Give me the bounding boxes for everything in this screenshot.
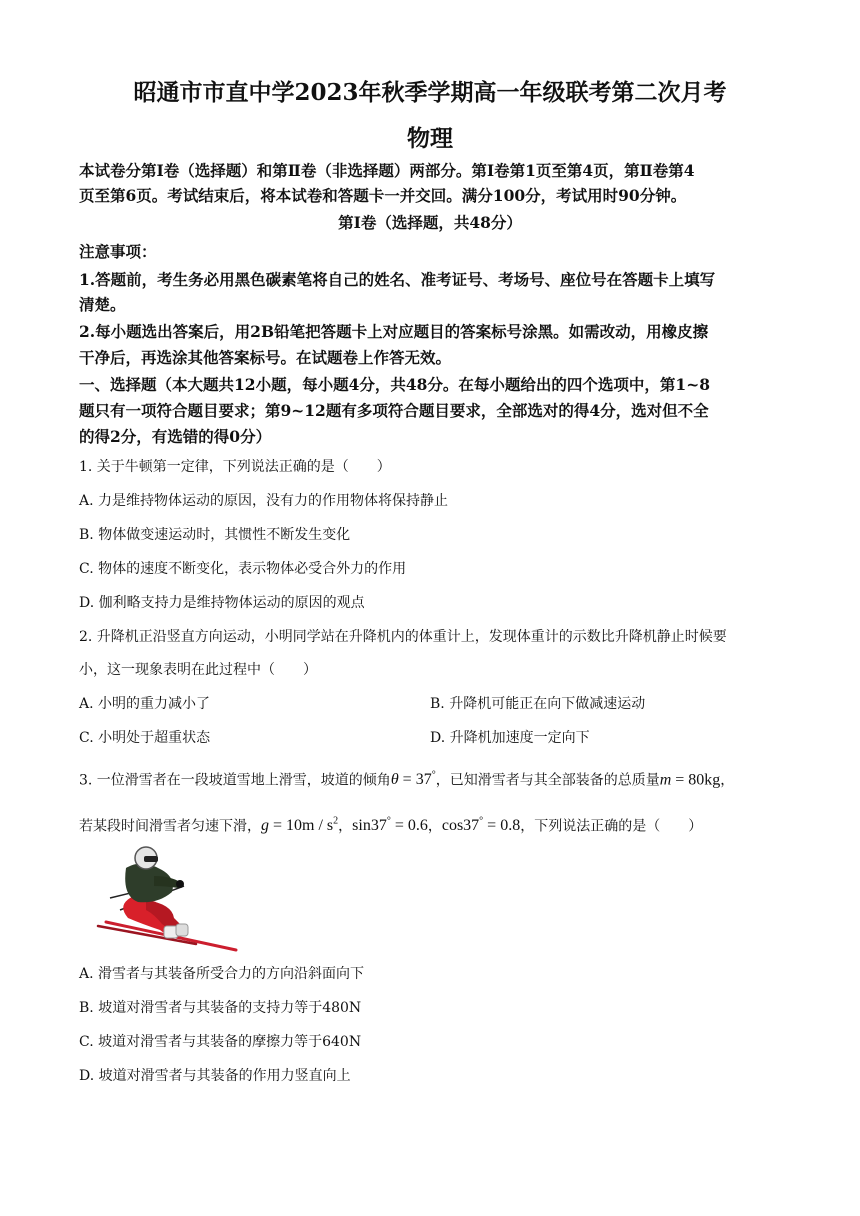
q3-g-formula: $g = 10m / s^2$ bbox=[261, 816, 339, 835]
q3-option-c: C. 坡道对滑雪者与其装备的摩擦力等于640N bbox=[79, 1034, 362, 1050]
q3-cos-formula: cos37° = 0.8 bbox=[441, 816, 521, 835]
q2-option-a: A. 小明的重力减小了 bbox=[79, 696, 211, 712]
q3-sep-1: ， bbox=[338, 818, 353, 835]
q3-mass-formula: m = 80kg bbox=[659, 771, 721, 789]
note-1-line-1: 1.答题前，考生务必用黑色碳素笔将自己的姓名、准考证号、考场号、座位号在答题卡上填写 bbox=[79, 270, 716, 289]
note-2-line-1: 2.每小题选出答案后，用2B铅笔把答题卡上对应题目的答案标号涂黑。如需改动，用橡皮擦 bbox=[79, 322, 709, 341]
note-1-line-2: 清楚。 bbox=[79, 295, 126, 314]
page-title: 昭通市市直中学2023年秋季学期高一年级联考第二次月考 bbox=[133, 79, 727, 106]
q3-stem-line-2 bbox=[79, 813, 702, 835]
part1-heading: 第Ⅰ卷（选择题，共48分） bbox=[338, 213, 522, 232]
subject-title: 物理 bbox=[407, 125, 453, 152]
notes-heading: 注意事项： bbox=[79, 242, 157, 261]
intro-line-2: 页至第6页。考试结束后，将本试卷和答题卡一并交回。满分100分，考试用时90分钟。 bbox=[79, 186, 687, 205]
q3-stem2-text-a: 若某段时间滑雪者匀速下滑， bbox=[79, 818, 261, 835]
q3-option-b: B. 坡道对滑雪者与其装备的支持力等于480N bbox=[79, 1000, 362, 1016]
q2-stem-line-2: 小，这一现象表明在此过程中（ ） bbox=[79, 662, 317, 678]
q1-stem: 1. 关于牛顿第一定律，下列说法正确的是（ ） bbox=[79, 459, 391, 475]
q3-sin-formula: sin37° = 0.6 bbox=[352, 816, 428, 835]
skier-image bbox=[76, 838, 240, 954]
q2-stem-line-1: 2. 升降机正沿竖直方向运动，小明同学站在升降机内的体重计上，发现体重计的示数比升降机静止时候要 bbox=[79, 629, 727, 645]
q3-stem-text-b: ，已知滑雪者与其全部装备的总质量 bbox=[435, 772, 660, 789]
q3-stem-text-a: 3. 一位滑雪者在一段坡道雪地上滑雪，坡道的倾角 bbox=[79, 772, 391, 789]
q1-option-b: B. 物体做变速运动时，其惯性不断发生变化 bbox=[79, 527, 351, 543]
q3-angle-formula: θ = 37° bbox=[390, 770, 436, 789]
q1-option-d: D. 伽利略支持力是维持物体运动的原因的观点 bbox=[79, 595, 365, 611]
q3-stem-line-1 bbox=[79, 767, 734, 789]
q2-option-b: B. 升降机可能正在向下做减速运动 bbox=[430, 696, 646, 712]
note-2-line-2: 干净后，再选涂其他答案标号。在试题卷上作答无效。 bbox=[79, 348, 452, 367]
q3-stem-text-c: ， bbox=[720, 772, 735, 789]
q2-option-d: D. 升降机加速度一定向下 bbox=[430, 730, 590, 746]
q3-option-d: D. 坡道对滑雪者与其装备的作用力竖直向上 bbox=[79, 1068, 351, 1084]
q1-option-a: A. 力是维持物体运动的原因，没有力的作用物体将保持静止 bbox=[79, 493, 449, 509]
boot-2 bbox=[176, 924, 188, 936]
q3-sep-2: ， bbox=[427, 818, 442, 835]
section1-line-1: 一、选择题（本大题共12小题，每小题4分，共48分。在每小题给出的四个选项中，第1~8 bbox=[79, 375, 710, 394]
q1-option-c: C. 物体的速度不断变化，表示物体必受合外力的作用 bbox=[79, 561, 407, 577]
q3-option-a: A. 滑雪者与其装备所受合力的方向沿斜面向下 bbox=[79, 966, 365, 982]
q2-option-c: C. 小明处于超重状态 bbox=[79, 730, 211, 746]
section1-line-3: 的得2分，有选错的得0分） bbox=[79, 427, 272, 446]
glove bbox=[176, 880, 184, 888]
q3-stem2-text-b: ，下列说法正确的是（ ） bbox=[520, 818, 703, 835]
section1-line-2: 题只有一项符合题目要求；第9~12题有多项符合题目要求，全部选对的得4分，选对但不全 bbox=[79, 401, 709, 420]
intro-line-1: 本试卷分第Ⅰ卷（选择题）和第Ⅱ卷（非选择题）两部分。第Ⅰ卷第1页至第4页，第Ⅱ卷第4 bbox=[79, 161, 695, 180]
goggles bbox=[144, 856, 158, 862]
